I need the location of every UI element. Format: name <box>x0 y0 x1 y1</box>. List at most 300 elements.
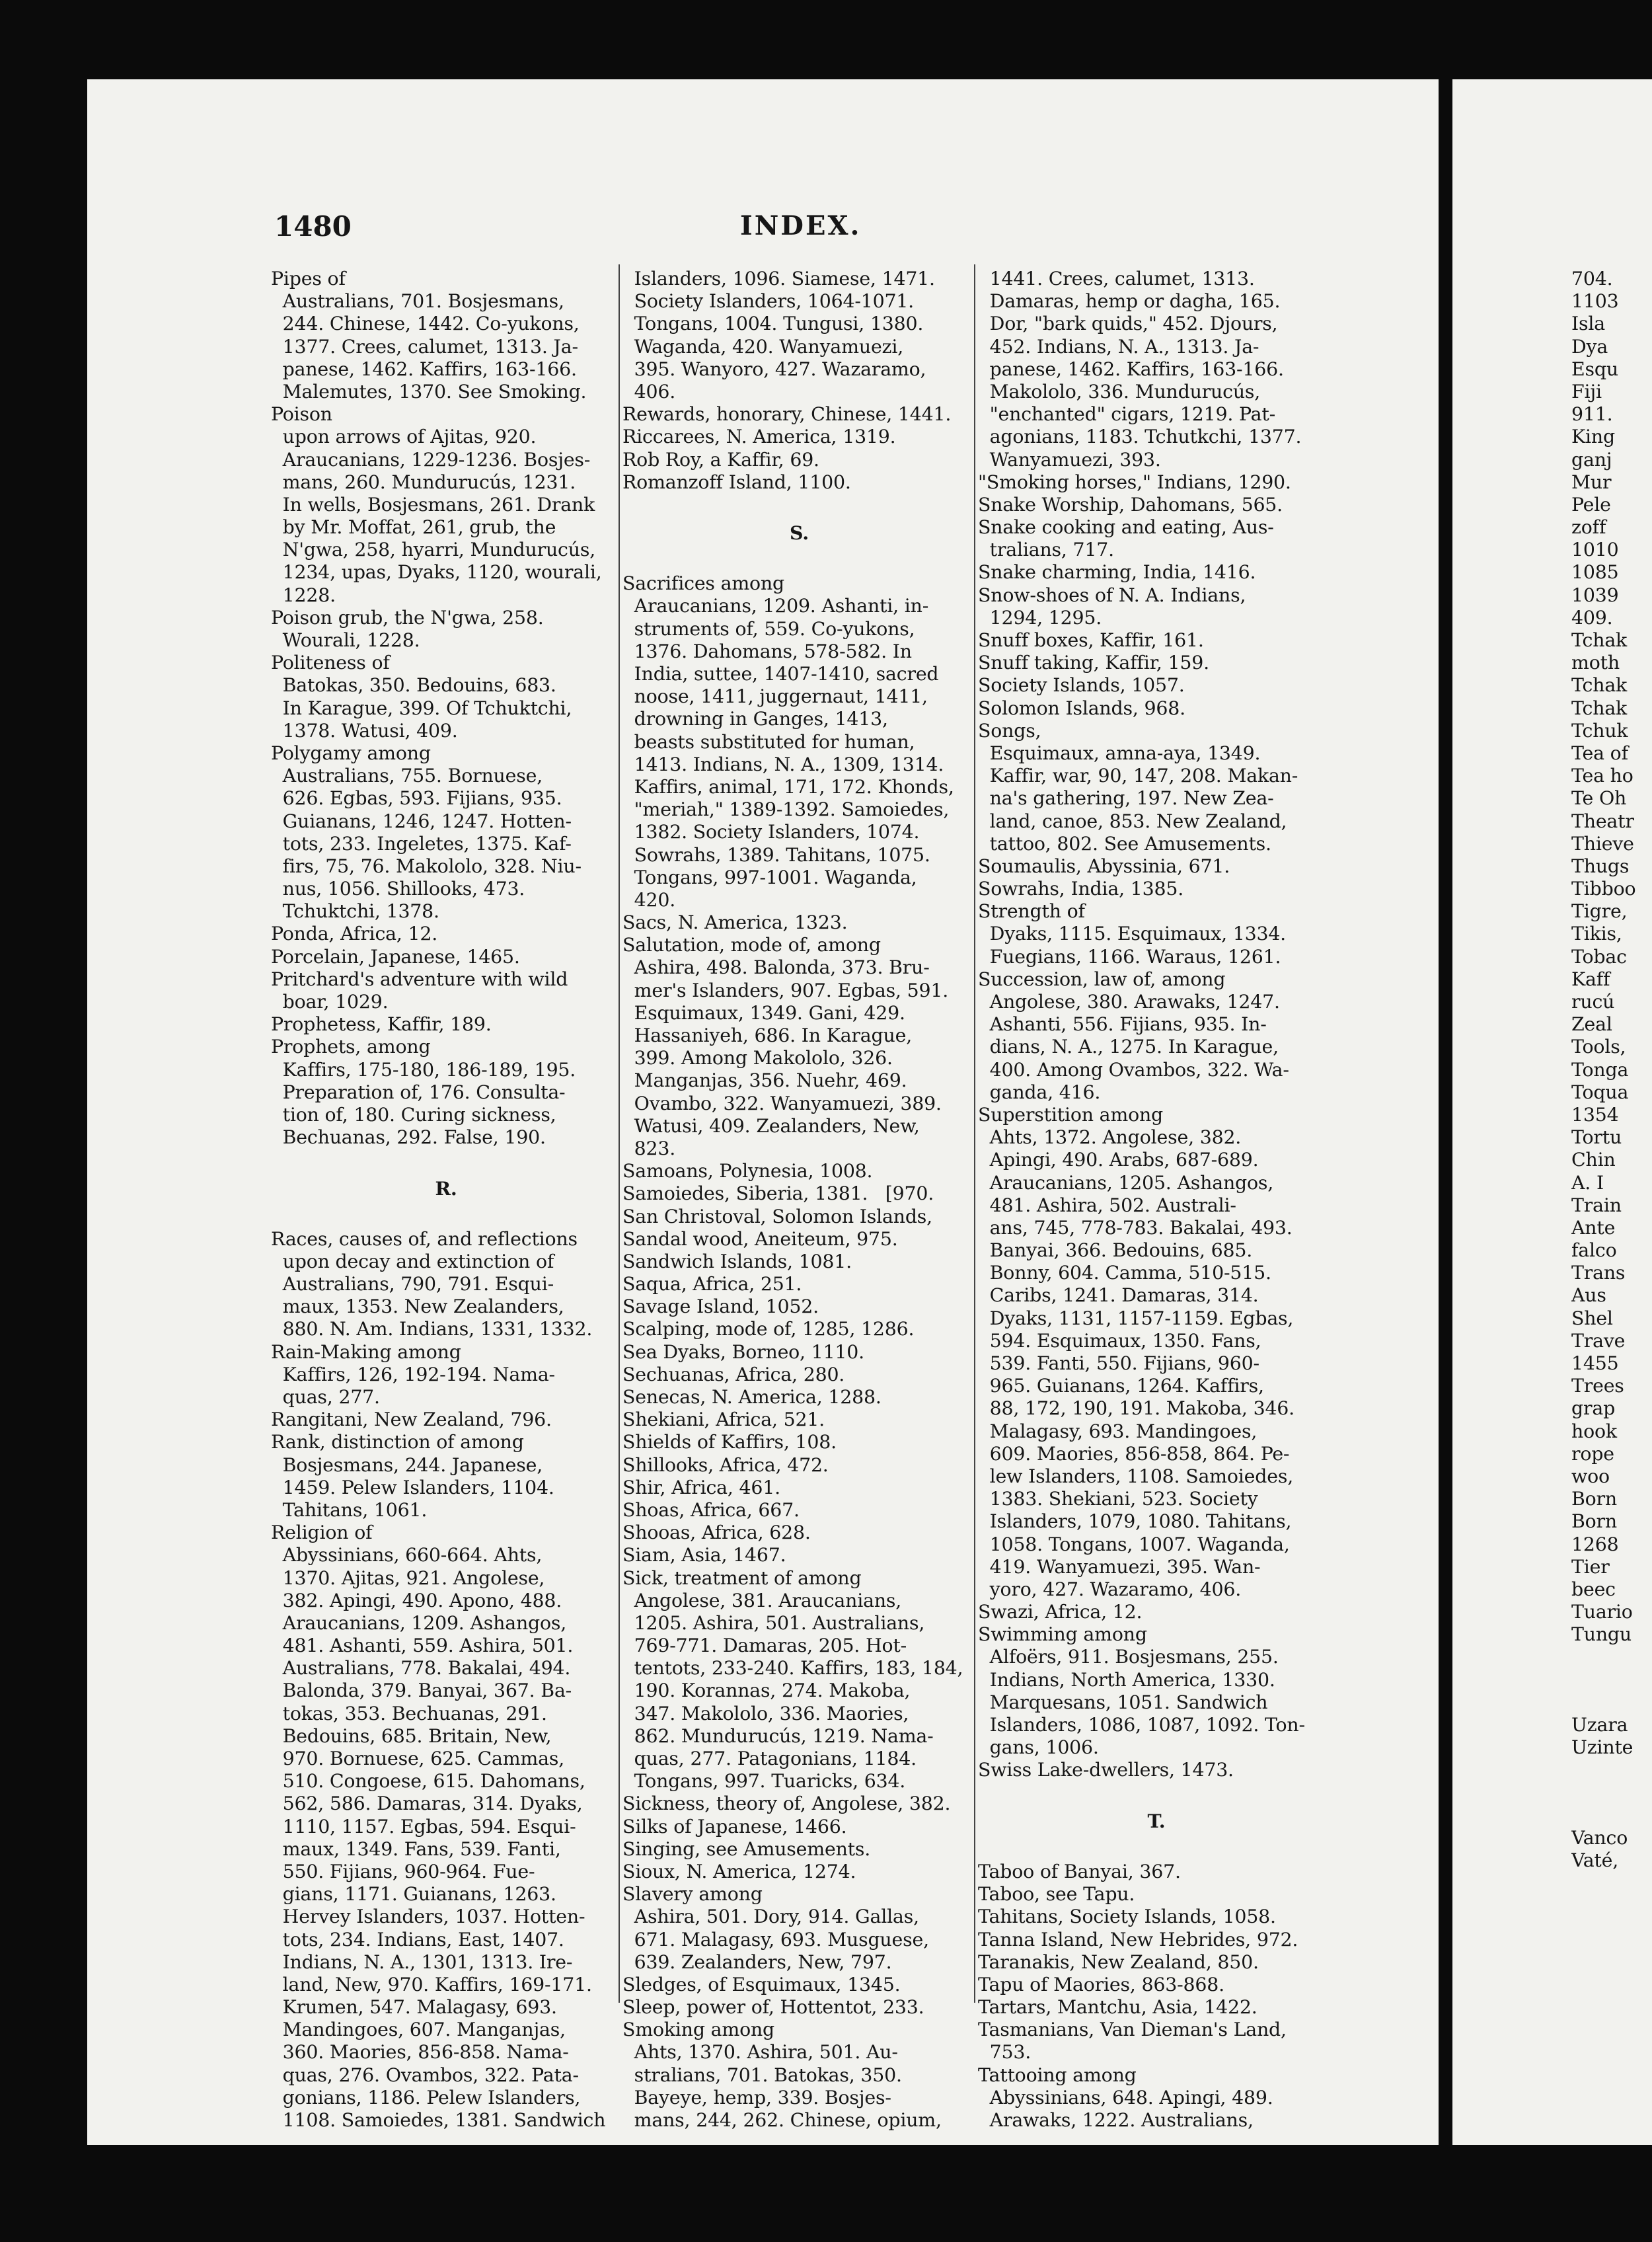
index-entry-line: tots, 234. Indians, East, 1407. <box>271 1928 564 1951</box>
index-entry-line: Kaff <box>1571 968 1610 990</box>
index-entry-line: 911. <box>1571 403 1613 426</box>
index-entry-line: quas, 277. Patagonians, 1184. <box>622 1748 917 1769</box>
index-entry-line: Romanzoff Island, 1100. <box>622 471 851 493</box>
index-entry-line: Guianans, 1246, 1247. Hotten- <box>271 810 572 832</box>
index-entry-line: Tonga <box>1571 1058 1629 1081</box>
index-entry-line: Kaffir, war, 90, 147, 208. Makan- <box>978 765 1298 787</box>
index-entry-line: Waganda, 420. Wanyamuezi, <box>622 335 904 358</box>
index-entry-line: Alfoërs, 911. Bosjesmans, 255. <box>978 1646 1279 1668</box>
index-entry-line: Pritchard's adventure with wild <box>271 968 568 990</box>
index-entry-line: Sleep, power of, Hottentot, 233. <box>622 1996 924 2019</box>
index-entry-line: Vanco <box>1571 1826 1628 1849</box>
index-entry-line: panese, 1462. Kaffirs, 163-166. <box>978 358 1284 380</box>
index-entry-line: Esquimaux, amna-aya, 1349. <box>978 742 1261 764</box>
index-entry-line: Araucanians, 1209. Ashangos, <box>271 1611 567 1634</box>
index-entry-line: 1378. Watusi, 409. <box>271 719 458 742</box>
index-entry-line: Rangitani, New Zealand, 796. <box>271 1409 552 1431</box>
index-entry-line: Senecas, N. America, 1288. <box>622 1386 882 1408</box>
index-entry-line: San Christoval, Solomon Islands, <box>622 1205 932 1227</box>
index-entry-line: struments of, 559. Co-yukons, <box>622 617 915 640</box>
index-entry-line: Dyaks, 1115. Esquimaux, 1334. <box>978 923 1287 945</box>
index-entry-line: Trave <box>1571 1329 1626 1352</box>
index-entry-line: Sandwich Islands, 1081. <box>622 1250 852 1272</box>
index-entry-line: Ahts, 1370. Ashira, 501. Au- <box>622 2041 898 2064</box>
index-entry-line: 1354 <box>1571 1103 1619 1126</box>
index-entry-line: Australians, 790, 791. Esqui- <box>271 1273 554 1295</box>
index-entry-line: Tortu <box>1571 1126 1622 1149</box>
index-entry-line: ans, 745, 778-783. Bakalai, 493. <box>978 1216 1293 1239</box>
blank-line <box>978 1782 1335 1804</box>
index-entry-line: 671. Malagasy, 693. Musguese, <box>622 1928 929 1951</box>
index-entry-line: Tartars, Mantchu, Asia, 1422. <box>978 1996 1258 2019</box>
index-entry-line: mans, 260. Mundurucús, 1231. <box>271 471 576 493</box>
index-entry-line: 753. <box>978 2041 1032 2064</box>
index-entry-line: Trans <box>1571 1262 1626 1284</box>
index-entry-line: 1205. Ashira, 501. Australians, <box>622 1611 925 1634</box>
index-entry-line: 1441. Crees, calumet, 1313. <box>978 268 1255 290</box>
index-entry-line: Damaras, hemp or dagha, 165. <box>978 290 1281 313</box>
index-entry-line: Dor, "bark quids," 452. Djours, <box>978 313 1278 335</box>
index-entry-line: Tongans, 997. Tuaricks, 634. <box>622 1770 906 1793</box>
index-entry-line: Ashira, 498. Balonda, 373. Bru- <box>622 956 930 979</box>
index-entry-line: Religion of <box>271 1522 373 1544</box>
index-entry-line: by Mr. Moffat, 261, grub, the <box>271 516 556 539</box>
index-entry-line: Kaffirs, 175-180, 186-189, 195. <box>271 1058 576 1081</box>
index-entry-line: Makololo, 336. Mundurucús, <box>978 380 1261 403</box>
index-entry-line: 510. Congoese, 615. Dahomans, <box>271 1770 585 1793</box>
index-entry-line: Shir, Africa, 461. <box>622 1476 780 1498</box>
index-entry-line: stralians, 701. Batokas, 350. <box>622 2064 902 2086</box>
index-entry-line: 539. Fanti, 550. Fijians, 960- <box>978 1352 1259 1374</box>
index-entry-line: Apingi, 490. Arabs, 687-689. <box>978 1149 1259 1171</box>
index-entry-line: Savage Island, 1052. <box>622 1295 819 1318</box>
index-entry-line: Preparation of, 176. Consulta- <box>271 1081 566 1103</box>
index-entry-line: Zeal <box>1571 1013 1612 1036</box>
index-entry-line: 639. Zealanders, New, 797. <box>622 1951 892 1973</box>
index-entry-line: tentots, 233-240. Kaffirs, 183, 184, <box>622 1657 963 1680</box>
index-entry-line: zoff <box>1571 516 1606 539</box>
index-entry-line: Strength of <box>978 900 1085 923</box>
index-entry-line: 406. <box>622 380 676 403</box>
index-entry-line: Mandingoes, 607. Manganjas, <box>271 2019 566 2041</box>
index-entry-line: yoro, 427. Wazaramo, 406. <box>978 1578 1242 1600</box>
index-entry-line: Sioux, N. America, 1274. <box>622 1860 856 1882</box>
index-entry-line: Tchak <box>1571 674 1628 697</box>
index-entry-line: Aus <box>1571 1284 1606 1307</box>
index-entry-line: Sacs, N. America, 1323. <box>622 911 848 934</box>
index-entry-line: Silks of Japanese, 1466. <box>622 1815 847 1837</box>
index-entry-line: Trees <box>1571 1375 1624 1397</box>
index-entry-line: Saqua, Africa, 251. <box>622 1273 802 1295</box>
index-entry-line: Islanders, 1086, 1087, 1092. Ton- <box>978 1714 1305 1736</box>
index-entry-line: 862. Mundurucús, 1219. Nama- <box>622 1724 934 1747</box>
index-entry-line: Balonda, 379. Banyai, 367. Ba- <box>271 1680 572 1702</box>
section-letter: R. <box>435 1177 457 1200</box>
index-entry-line: "meriah," 1389-1392. Samoiedes, <box>622 798 950 821</box>
index-entry-line: 1085 <box>1571 561 1619 584</box>
index-entry-line: 562, 586. Damaras, 314. Dyaks, <box>271 1793 583 1815</box>
index-entry-line: Pipes of <box>271 268 346 290</box>
index-entry-line: Bonny, 604. Camma, 510-515. <box>978 1262 1271 1284</box>
index-entry-line: Born <box>1571 1488 1618 1510</box>
index-entry-line: falco <box>1571 1239 1617 1262</box>
index-entry-line: 88, 172, 190, 191. Makoba, 346. <box>978 1397 1295 1420</box>
index-entry-line: 1228. <box>271 584 336 606</box>
index-entry-line: 1108. Samoiedes, 1381. Sandwich <box>271 2109 606 2131</box>
index-entry-line: dians, N. A., 1275. In Karague, <box>978 1036 1279 1058</box>
index-entry-line: Abyssinians, 648. Apingi, 489. <box>978 2086 1273 2108</box>
index-entry-line: Tattooing among <box>978 2064 1137 2086</box>
index-entry-line: mer's Islanders, 907. Egbas, 591. <box>622 979 949 1001</box>
index-entry-line: 347. Makololo, 336. Maories, <box>622 1702 909 1724</box>
index-entry-line: lew Islanders, 1108. Samoiedes, <box>978 1465 1294 1487</box>
index-entry-line: Ovambo, 322. Wanyamuezi, 389. <box>622 1092 942 1114</box>
index-entry-line: 1413. Indians, N. A., 1309, 1314. <box>622 753 944 775</box>
index-entry-line: boar, 1029. <box>271 991 389 1013</box>
index-entry-line: Poison <box>271 403 332 426</box>
index-entry-line: grap <box>1571 1397 1616 1420</box>
index-entry-line: 1110, 1157. Egbas, 594. Esqui- <box>271 1815 576 1837</box>
index-entry-line: Rank, distinction of among <box>271 1431 524 1453</box>
section-letter: S. <box>790 522 809 545</box>
index-entry-line: Salutation, mode of, among <box>622 934 881 956</box>
index-entry-line: Araucanians, 1229-1236. Bosjes- <box>271 448 591 471</box>
index-entry-line: Sowrahs, India, 1385. <box>978 878 1184 900</box>
index-entry-line: Sledges, of Esquimaux, 1345. <box>622 1973 901 1995</box>
index-entry-line: King <box>1571 426 1615 448</box>
index-entry-line: quas, 277. <box>271 1386 380 1408</box>
index-entry-line: Taboo, see Tapu. <box>978 1883 1135 1906</box>
index-entry-line: 481. Ashanti, 559. Ashira, 501. <box>271 1635 574 1657</box>
index-entry-line: Theatr <box>1571 810 1634 832</box>
index-entry-line: Politeness of <box>271 652 390 674</box>
index-entry-line: A. I <box>1571 1171 1604 1194</box>
index-entry-line: Uzinte <box>1571 1736 1633 1759</box>
index-entry-line: maux, 1353. New Zealanders, <box>271 1295 564 1318</box>
index-entry-line: 1294, 1295. <box>978 606 1102 629</box>
index-entry-line: 1234, upas, Dyaks, 1120, wourali, <box>271 561 602 584</box>
index-entry-line: Tahitans, Society Islands, 1058. <box>978 1906 1276 1928</box>
index-entry-line: Society Islanders, 1064-1071. <box>622 290 915 313</box>
index-entry-line: Shields of Kaffirs, 108. <box>622 1431 837 1453</box>
index-entry-line: gians, 1171. Guianans, 1263. <box>271 1883 556 1906</box>
index-entry-line: Sechuanas, Africa, 280. <box>622 1363 845 1385</box>
index-entry-line: 550. Fijians, 960-964. Fue- <box>271 1860 535 1882</box>
index-entry-line: Hervey Islanders, 1037. Hotten- <box>271 1906 585 1928</box>
index-entry-line: Rain-Making among <box>271 1340 461 1363</box>
index-entry-line: Shoas, Africa, 667. <box>622 1498 800 1521</box>
index-entry-line: quas, 276. Ovambos, 322. Pata- <box>271 2064 579 2086</box>
index-entry-line: Abyssinians, 660-664. Ahts, <box>271 1544 543 1566</box>
index-entry-line: "Smoking horses," Indians, 1290. <box>978 471 1291 493</box>
index-entry-line: Bechuanas, 292. False, 190. <box>271 1126 546 1149</box>
index-entry-line: 400. Among Ovambos, 322. Wa- <box>978 1058 1289 1081</box>
blank-line <box>978 1838 1335 1861</box>
index-entry-line: Thieve <box>1571 832 1634 855</box>
index-entry-line: Singing, see Amusements. <box>622 1837 871 1860</box>
index-entry-line: Snake Worship, Dahomans, 565. <box>978 493 1283 516</box>
index-entry-line: woo <box>1571 1465 1610 1487</box>
index-entry-line: Indians, North America, 1330. <box>978 1668 1275 1691</box>
index-entry-line: panese, 1462. Kaffirs, 163-166. <box>271 358 577 380</box>
index-entry-line: 382. Apingi, 490. Apono, 488. <box>271 1589 562 1611</box>
index-entry-line: tokas, 353. Bechuanas, 291. <box>271 1702 547 1724</box>
index-entry-line: Songs, <box>978 719 1041 742</box>
index-entry-line: ganj <box>1571 448 1612 471</box>
index-entry-line: mans, 244, 262. Chinese, opium, <box>622 2109 942 2131</box>
index-entry-line: 594. Esquimaux, 1350. Fans, <box>978 1329 1261 1352</box>
index-entry-line: ganda, 416. <box>978 1081 1101 1103</box>
index-entry-line: Taranakis, New Zealand, 850. <box>978 1951 1259 1973</box>
index-entry-line: 1377. Crees, calumet, 1313. Ja- <box>271 335 578 358</box>
index-entry-line: upon decay and extinction of <box>271 1250 554 1272</box>
index-entry-line: 704. <box>1571 268 1613 290</box>
index-entry-line: drowning in Ganges, 1413, <box>622 708 888 730</box>
section-letter: T. <box>1147 1809 1166 1832</box>
index-entry-line: Tea ho <box>1571 765 1633 787</box>
index-entry-line: Isla <box>1571 313 1605 335</box>
index-entry-line: Bayeye, hemp, 339. Bosjes- <box>622 2086 891 2108</box>
index-entry-line: Society Islands, 1057. <box>978 674 1185 697</box>
index-entry-line: 970. Bornuese, 625. Cammas, <box>271 1748 565 1769</box>
index-entry-line: Snake cooking and eating, Aus- <box>978 516 1274 539</box>
index-entry-line: Kaffirs, animal, 171, 172. Khonds, <box>622 775 954 798</box>
index-entry-line: Soumaulis, Abyssinia, 671. <box>978 855 1230 877</box>
index-entry-line: Taboo of Banyai, 367. <box>978 1860 1181 1882</box>
index-entry-line: Shekiani, Africa, 521. <box>622 1409 825 1431</box>
index-column-2 <box>622 268 976 2132</box>
index-entry-line: 481. Ashira, 502. Australi- <box>978 1194 1236 1216</box>
index-entry-line: 1058. Tongans, 1007. Waganda, <box>978 1533 1290 1555</box>
index-entry-line: rucú <box>1571 991 1615 1013</box>
index-entry-line: 1370. Ajitas, 921. Angolese, <box>271 1566 545 1589</box>
index-entry-line: Smoking among <box>622 2019 775 2041</box>
blank-line <box>1571 1804 1652 1827</box>
index-entry-line: Pele <box>1571 493 1611 516</box>
index-entry-line: maux, 1349. Fans, 539. Fanti, <box>271 1837 561 1860</box>
index-entry-line: Manganjas, 356. Nuehr, 469. <box>622 1069 907 1092</box>
blank-line <box>271 1149 621 1171</box>
index-entry-line: India, suttee, 1407-1410, sacred <box>622 663 939 685</box>
index-entry-line: Slavery among <box>622 1883 763 1906</box>
index-entry-line: 409. <box>1571 606 1613 629</box>
blank-line <box>1571 1782 1652 1804</box>
index-entry-line: Australians, 778. Bakalai, 494. <box>271 1657 571 1680</box>
index-entry-line: Australians, 755. Bornuese, <box>271 765 543 787</box>
index-entry-line: Tchuk <box>1571 719 1628 742</box>
index-entry-line: Angolese, 380. Arawaks, 1247. <box>978 991 1280 1013</box>
index-entry-line: Tanna Island, New Hebrides, 972. <box>978 1928 1298 1951</box>
index-entry-line: Angolese, 381. Araucanians, <box>622 1589 902 1611</box>
index-entry-line: Caribs, 1241. Damaras, 314. <box>978 1284 1259 1307</box>
index-entry-line: In wells, Bosjesmans, 261. Drank <box>271 493 595 516</box>
index-entry-line: land, canoe, 853. New Zealand, <box>978 810 1287 832</box>
index-entry-line: Hassaniyeh, 686. In Karague, <box>622 1024 913 1046</box>
index-entry-line: Snake charming, India, 1416. <box>978 561 1256 584</box>
index-entry-line: Tikis, <box>1571 923 1622 945</box>
index-entry-line: 1268 <box>1571 1533 1619 1555</box>
index-entry-line: Tuario <box>1571 1601 1633 1623</box>
index-entry-line: 244. Chinese, 1442. Co-yukons, <box>271 313 580 335</box>
index-entry-line: 452. Indians, N. A., 1313. Ja- <box>978 335 1259 358</box>
running-header: INDEX. <box>740 210 862 241</box>
index-entry-line: Sowrahs, 1389. Tahitans, 1075. <box>622 843 930 866</box>
index-entry-line: gonians, 1186. Pelew Islanders, <box>271 2086 581 2108</box>
blank-line <box>622 494 976 516</box>
index-entry-line: Swazi, Africa, 12. <box>978 1601 1143 1623</box>
index-entry-line: Fiji <box>1571 380 1602 403</box>
index-entry-line: upon arrows of Ajitas, 920. <box>271 426 537 448</box>
index-entry-line: Tahitans, 1061. <box>271 1498 428 1521</box>
blank-line <box>1571 1669 1652 1691</box>
index-entry-line: 360. Maories, 856-858. Nama- <box>271 2041 569 2064</box>
index-entry-line: 823. <box>622 1137 676 1159</box>
index-entry-line: 1010 <box>1571 539 1619 561</box>
blank-line <box>1571 1759 1652 1781</box>
index-entry-line: Dyaks, 1131, 1157-1159. Egbas, <box>978 1307 1294 1329</box>
index-entry-line: Snuff boxes, Kaffir, 161. <box>978 629 1204 651</box>
index-entry-line: na's gathering, 197. New Zea- <box>978 787 1274 810</box>
index-entry-line: Prophetess, Kaffir, 189. <box>271 1013 492 1036</box>
index-entry-line: Indians, N. A., 1301, 1313. Ire- <box>271 1951 573 1973</box>
index-entry-line: Tigre, <box>1571 900 1628 923</box>
index-entry-line: Poison grub, the N'gwa, 258. <box>271 606 544 629</box>
index-entry-line: Tongans, 997-1001. Waganda, <box>622 866 917 888</box>
blank-line <box>622 550 976 572</box>
index-entry-line: firs, 75, 76. Makololo, 328. Niu- <box>271 855 582 877</box>
index-entry-line: 419. Wanyamuezi, 395. Wan- <box>978 1555 1261 1578</box>
index-entry-line: Born <box>1571 1510 1618 1533</box>
index-entry-line: Chin <box>1571 1149 1616 1171</box>
index-entry-line: Watusi, 409. Zealanders, New, <box>622 1114 920 1137</box>
index-entry-line: 880. N. Am. Indians, 1331, 1332. <box>271 1318 593 1340</box>
index-entry-line: Batokas, 350. Bedouins, 683. <box>271 674 556 697</box>
index-entry-line: Islanders, 1079, 1080. Tahitans, <box>978 1510 1292 1533</box>
index-entry-line: Succession, law of, among <box>978 968 1226 990</box>
index-entry-line: Sandal wood, Aneiteum, 975. <box>622 1227 898 1250</box>
index-entry-line: hook <box>1571 1420 1617 1442</box>
index-entry-line: 965. Guianans, 1264. Kaffirs, <box>978 1375 1264 1397</box>
index-entry-line: Siam, Asia, 1467. <box>622 1544 786 1566</box>
index-entry-line: Esquimaux, 1349. Gani, 429. <box>622 1001 905 1024</box>
index-entry-line: Araucanians, 1205. Ashangos, <box>978 1171 1274 1194</box>
next-page-column <box>1571 268 1652 1872</box>
blank-line <box>271 1206 621 1228</box>
index-entry-line: Tchuktchi, 1378. <box>271 900 439 923</box>
index-entry-line: Prophets, among <box>271 1036 431 1058</box>
index-entry-line: Tungu <box>1571 1623 1632 1646</box>
index-entry-line: Sick, treatment of among <box>622 1566 862 1589</box>
index-entry-line: Dya <box>1571 335 1608 358</box>
index-entry-line: beec <box>1571 1578 1616 1600</box>
index-entry-line: beasts substituted for human, <box>622 730 915 753</box>
index-entry-line: Races, causes of, and reflections <box>271 1227 578 1250</box>
index-entry-line: 1455 <box>1571 1352 1619 1374</box>
index-entry-line: moth <box>1571 652 1620 674</box>
index-entry-line: nus, 1056. Shillooks, 473. <box>271 878 525 900</box>
blank-line <box>1571 1646 1652 1668</box>
index-entry-line: Australians, 701. Bosjesmans, <box>271 290 564 313</box>
index-entry-line: Swimming among <box>978 1623 1147 1646</box>
index-entry-line: Snow-shoes of N. A. Indians, <box>978 584 1246 606</box>
index-entry-line: gans, 1006. <box>978 1736 1099 1759</box>
index-entry-line: Ponda, Africa, 12. <box>271 923 438 945</box>
index-entry-line: Sea Dyaks, Borneo, 1110. <box>622 1340 864 1363</box>
index-entry-line: Solomon Islands, 968. <box>978 697 1185 719</box>
index-entry-line: 1376. Dahomans, 578-582. In <box>622 640 912 662</box>
index-entry-line: Krumen, 547. Malagasy, 693. <box>271 1996 557 2019</box>
index-entry-line: 1382. Society Islanders, 1074. <box>622 821 920 843</box>
index-entry-line: Araucanians, 1209. Ashanti, in- <box>622 595 929 617</box>
index-entry-line: 190. Korannas, 274. Makoba, <box>622 1680 911 1702</box>
index-entry-line: Uzara <box>1571 1714 1628 1736</box>
index-entry-line: Malagasy, 693. Mandingoes, <box>978 1420 1258 1442</box>
index-entry-line: 420. <box>622 888 676 911</box>
index-entry-line: Kaffirs, 126, 192-194. Nama- <box>271 1363 555 1385</box>
index-entry-line: Tea of <box>1571 742 1628 764</box>
index-entry-line: Swiss Lake-dwellers, 1473. <box>978 1759 1234 1781</box>
index-entry-line: N'gwa, 258, hyarri, Mundurucús, <box>271 539 596 561</box>
index-entry-line: tion of, 180. Curing sickness, <box>271 1103 556 1126</box>
index-entry-line: Tibboo <box>1571 878 1636 900</box>
index-entry-line: Tongans, 1004. Tungusi, 1380. <box>622 313 924 335</box>
index-entry-line: Wanyamuezi, 393. <box>978 448 1161 471</box>
blank-line <box>1571 1691 1652 1714</box>
index-entry-line: noose, 1411, juggernaut, 1411, <box>622 685 928 708</box>
index-entry-line: 399. Among Makololo, 326. <box>622 1047 893 1069</box>
page-number: 1480 <box>274 210 352 243</box>
index-entry-line: Ashira, 501. Dory, 914. Gallas, <box>622 1906 919 1928</box>
index-entry-line: Train <box>1571 1194 1622 1216</box>
index-entry-line: 395. Wanyoro, 427. Wazaramo, <box>622 358 926 380</box>
index-entry-line: Tapu of Maories, 863-868. <box>978 1973 1224 1995</box>
index-entry-line: Superstition among <box>978 1103 1164 1126</box>
index-entry-line: 1383. Shekiani, 523. Society <box>978 1488 1258 1510</box>
index-entry-line: Tchak <box>1571 697 1628 719</box>
index-entry-line: 609. Maories, 856-858, 864. Pe- <box>978 1442 1290 1465</box>
index-entry-line: Tools, <box>1571 1036 1626 1058</box>
index-entry-line: "enchanted" cigars, 1219. Pat- <box>978 403 1275 426</box>
index-entry-line: Samoiedes, Siberia, 1381. [970. <box>622 1182 934 1205</box>
index-entry-line: tots, 233. Ingeletes, 1375. Kaf- <box>271 832 572 855</box>
index-entry-line: Te Oh <box>1571 787 1627 810</box>
index-entry-line: 1103 <box>1571 290 1619 313</box>
index-entry-line: Samoans, Polynesia, 1008. <box>622 1160 873 1182</box>
index-entry-line: In Karague, 399. Of Tchuktchi, <box>271 697 572 719</box>
index-entry-line: Rob Roy, a Kaffir, 69. <box>622 448 819 471</box>
index-entry-line: Tchak <box>1571 629 1628 651</box>
index-entry-line: Tobac <box>1571 945 1627 968</box>
index-entry-line: Marquesans, 1051. Sandwich <box>978 1691 1268 1713</box>
index-entry-line: Ante <box>1571 1216 1616 1239</box>
index-entry-line: Thugs <box>1571 855 1630 877</box>
index-entry-line: Scalping, mode of, 1285, 1286. <box>622 1318 915 1340</box>
index-entry-line: Tier <box>1571 1555 1610 1578</box>
index-entry-line: Toqua <box>1571 1081 1629 1103</box>
index-entry-line: Shillooks, Africa, 472. <box>622 1453 829 1476</box>
index-entry-line: agonians, 1183. Tchutkchi, 1377. <box>978 426 1302 448</box>
index-column-3 <box>978 268 1335 2132</box>
index-entry-line: Vaté, <box>1571 1849 1619 1872</box>
index-entry-line: 769-771. Damaras, 205. Hot- <box>622 1635 907 1657</box>
index-entry-line: Sacrifices among <box>622 572 785 595</box>
index-entry-line: Ashanti, 556. Fijians, 935. In- <box>978 1013 1267 1036</box>
index-entry-line: Rewards, honorary, Chinese, 1441. <box>622 403 952 426</box>
index-entry-line: Malemutes, 1370. See Smoking. <box>271 380 587 403</box>
index-entry-line: Ahts, 1372. Angolese, 382. <box>978 1126 1242 1149</box>
index-entry-line: Esqu <box>1571 358 1618 380</box>
index-entry-line: 1459. Pelew Islanders, 1104. <box>271 1476 554 1498</box>
